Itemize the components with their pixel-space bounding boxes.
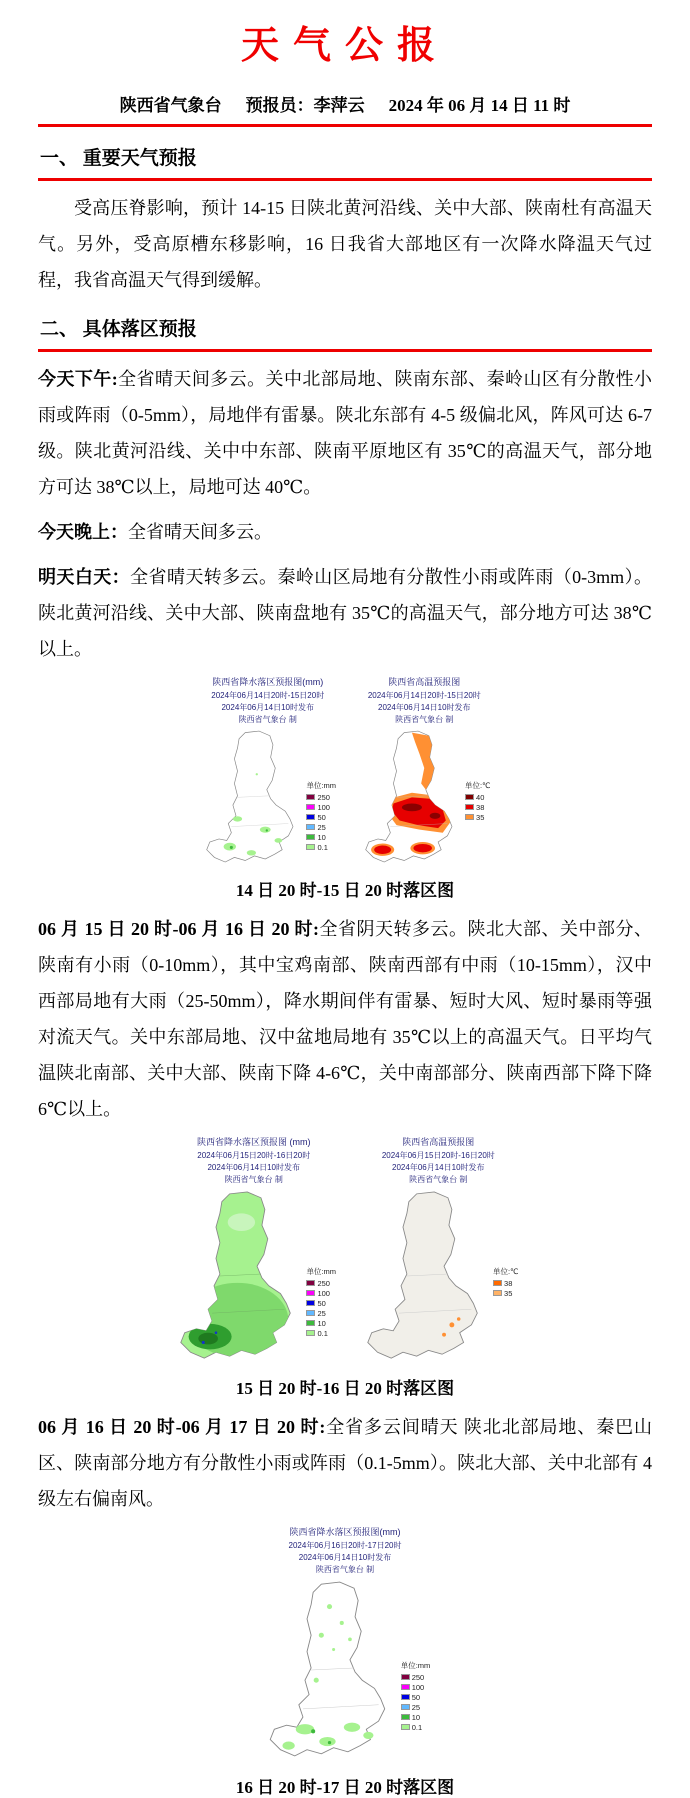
- d16-17-text: 全省多云间晴天 陕北北部局地、秦巴山区、陕南部分地方有分散性小雨或阵雨（0.1-5mm）。陕北大部、关中北部有 4 级左右偏南风。: [38, 1417, 652, 1510]
- legend-label: 35: [476, 812, 485, 822]
- legend-entry: [306, 1299, 336, 1308]
- temp-legend: [493, 1266, 519, 1298]
- map-title-line: 陕西省气象台 制: [238, 714, 297, 724]
- map-title-line: 2024年06月14日10时发布: [207, 1162, 300, 1172]
- legend-swatch: [306, 804, 315, 810]
- legend-entry: [401, 1673, 431, 1682]
- map-body: [358, 1188, 519, 1369]
- map-title-line: 陕西省气象台 制: [315, 1564, 375, 1574]
- map-title-line: 陕西省气象台 制: [395, 714, 454, 724]
- temp-map-figure-15-16: [358, 1136, 519, 1368]
- precip-map-figure-14-15: [199, 676, 336, 870]
- legend-label: 0.1: [411, 1722, 423, 1732]
- precip-legend: [306, 1266, 336, 1338]
- legend-entry: [493, 1289, 519, 1298]
- page-title: 天气公报: [240, 25, 449, 67]
- legend-entry: [306, 1309, 336, 1318]
- legend-title: 单位:mm: [400, 1660, 431, 1670]
- overview-text: 受高压脊影响，预计 14-15 日陕北黄河沿线、关中大部、陕南杜有高温天气。另外，受高原槽东移影响，16 日我省大部地区有一次降水降温天气过程，我省高温天气得到缓解。: [38, 198, 652, 290]
- temp-map-figure-14-15: [358, 676, 491, 870]
- meta-office: 陕西省气象台: [119, 96, 222, 115]
- legend-entry: [465, 813, 491, 822]
- legend-swatch: [401, 1704, 410, 1710]
- legend-swatch: [401, 1724, 410, 1730]
- legend-label: 38: [504, 1278, 513, 1288]
- legend-entry: [493, 1279, 519, 1288]
- today-pm-text: 全省晴天间多云。关中北部局地、陕南东部、秦岭山区有分散性小雨或阵雨（0-5mm），局地伴有雷暴。陕北东部有 4-5 级偏北风，阵风可达 6-7 级。陕北黄河沿线、关中中东部、陕南平原地区有 35℃的高温天气，部分地方可达 38℃以上，局地可达 40℃。: [38, 369, 653, 497]
- legend-label: 250: [317, 1278, 330, 1288]
- meta-line: [38, 85, 652, 127]
- legend-title: 单位:mm: [306, 1266, 337, 1276]
- legend-entry: [306, 793, 336, 802]
- map-title-line: 2024年06月14日10时发布: [378, 702, 471, 712]
- map-title-line: 陕西省高温预报图: [402, 1137, 475, 1148]
- legend-label: 100: [411, 1682, 425, 1692]
- paragraph-15-16: [38, 911, 652, 1127]
- paragraph-tonight: [38, 514, 652, 550]
- legend-swatch: [306, 1300, 315, 1306]
- map-title-line: 陕西省降水落区预报图(mm): [212, 677, 324, 687]
- legend-label: 10: [411, 1712, 421, 1722]
- paragraph-tomorrow: [38, 559, 652, 667]
- legend-entry: [306, 823, 336, 832]
- maps-row-3: [38, 1526, 652, 1767]
- legend-title: 单位:℃: [465, 780, 491, 790]
- section-heading-detail: 二、 具体落区预报: [38, 310, 652, 352]
- tomorrow-lead: 明天白天：: [38, 567, 131, 587]
- d15-16-text: 全省阴天转多云。陕北大部、关中部分、陕南有小雨（0-10mm），其中宝鸡南部、陕南西部有中雨（10-15mm），汉中西部局地有大雨（25-50mm），降水期间伴有雷暴、短时大风、短时暴雨等强对流天气。关中东部局地、汉中盆地局地有 35℃以上的高温天气。日平均气温陕北南部、关中大部、陕南下降 4-6℃，关中南部部分、陕南西部下降下降 6℃以上。: [38, 919, 652, 1120]
- precip-legend: [401, 1660, 431, 1732]
- legend-label: 25: [411, 1702, 421, 1712]
- legend-label: 50: [411, 1692, 421, 1702]
- map-titles: [171, 1136, 336, 1186]
- shaanxi-temp-map-15-16: [358, 1188, 490, 1369]
- shaanxi-precip-map-15-16: [171, 1188, 303, 1369]
- legend-swatch: [306, 834, 315, 840]
- legend-entry: [306, 813, 336, 822]
- paragraph-16-17: [38, 1409, 652, 1517]
- precip-map-figure-15-16: [171, 1136, 336, 1368]
- legend-swatch: [493, 1290, 502, 1296]
- legend-entry: [465, 803, 491, 812]
- maps-row-2: [38, 1136, 652, 1368]
- legend-entry: [306, 1279, 336, 1288]
- map-caption-15-16: 15 日 20 时-16 日 20 时落区图: [235, 1379, 455, 1399]
- legend-swatch: [401, 1674, 410, 1680]
- map-title-line: 2024年06月14日10时发布: [221, 702, 314, 712]
- map-titles: [260, 1526, 431, 1576]
- map-body: [199, 728, 336, 871]
- legend-title: 单位:mm: [306, 780, 337, 790]
- legend-entry: [401, 1703, 431, 1712]
- legend-swatch: [306, 824, 315, 830]
- legend-swatch: [306, 844, 315, 850]
- legend-swatch: [401, 1694, 410, 1700]
- d16-17-lead: 06 月 16 日 20 时-06 月 17 日 20 时:: [38, 1417, 326, 1438]
- map-title-line: 陕西省气象台 制: [409, 1174, 468, 1184]
- legend-label: 0.1: [317, 842, 328, 852]
- legend-label: 25: [317, 1308, 326, 1318]
- meta-datetime: 2024 年 06 月 14 日 11 时: [388, 96, 571, 115]
- legend-entry: [306, 1319, 336, 1328]
- legend-label: 100: [317, 1288, 330, 1298]
- legend-label: 38: [476, 802, 485, 812]
- map-title-line: 2024年06月14日10时发布: [392, 1162, 485, 1172]
- map-title-line: 2024年06月14日10时发布: [298, 1552, 392, 1562]
- legend-label: 100: [317, 802, 330, 812]
- legend-swatch: [465, 804, 474, 810]
- legend-label: 40: [476, 792, 485, 802]
- legend-entry: [306, 1329, 336, 1338]
- map-caption-16-17: 16 日 20 时-17 日 20 时落区图: [235, 1778, 455, 1797]
- tomorrow-text: 全省晴天转多云。秦岭山区局地有分散性小雨或阵雨（0-3mm）。陕北黄河沿线、关中大部、陕南盘地有 35℃的高温天气，部分地方可达 38℃以上。: [38, 567, 653, 659]
- map-title-line: 陕西省降水落区预报图(mm): [289, 1527, 401, 1538]
- map-caption-14-15: 14 日 20 时-15 日 20 时落区图: [235, 881, 455, 901]
- legend-entry: [306, 1289, 336, 1298]
- section-heading-important: 一、 重要天气预报: [38, 139, 652, 181]
- tonight-lead: 今天晚上：: [38, 522, 128, 542]
- legend-entry: [306, 803, 336, 812]
- legend-label: 50: [317, 1298, 326, 1308]
- legend-label: 250: [411, 1672, 425, 1682]
- shaanxi-temp-map-14-15: [358, 728, 462, 871]
- overview-paragraph: [38, 190, 652, 298]
- map-body: [171, 1188, 336, 1369]
- legend-label: 10: [317, 1318, 326, 1328]
- legend-entry: [306, 833, 336, 842]
- legend-swatch: [401, 1684, 410, 1690]
- map-titles: [358, 676, 491, 726]
- map-title-line: 陕西省气象台 制: [224, 1174, 283, 1184]
- legend-entry: [465, 793, 491, 802]
- legend-swatch: [306, 1320, 315, 1326]
- map-title-line: 陕西省高温预报图: [388, 677, 461, 687]
- legend-swatch: [465, 794, 474, 800]
- paragraph-today-pm: [38, 361, 652, 505]
- legend-swatch: [465, 814, 474, 820]
- legend-label: 35: [504, 1288, 513, 1298]
- legend-label: 10: [317, 832, 326, 842]
- d15-16-lead: 06 月 15 日 20 时-06 月 16 日 20 时:: [38, 919, 319, 940]
- precip-legend: [306, 780, 336, 852]
- legend-label: 250: [317, 792, 330, 802]
- legend-swatch: [493, 1280, 502, 1286]
- legend-swatch: [306, 1330, 315, 1336]
- legend-label: 0.1: [317, 1328, 328, 1338]
- legend-entry: [401, 1693, 431, 1702]
- legend-swatch: [306, 1290, 315, 1296]
- legend-title: 单位:℃: [493, 1266, 519, 1276]
- legend-entry: [401, 1723, 431, 1732]
- map-titles: [358, 1136, 519, 1186]
- legend-label: 50: [317, 812, 326, 822]
- map-title-line: 2024年06月15日20时-16日20时: [381, 1150, 495, 1160]
- shaanxi-precip-map-16-17: [260, 1578, 398, 1767]
- legend-entry: [401, 1683, 431, 1692]
- shaanxi-precip-map-14-15: [199, 728, 303, 871]
- legend-swatch: [306, 814, 315, 820]
- map-title-line: 2024年06月16日20时-17日20时: [288, 1540, 402, 1550]
- legend-entry: [306, 843, 336, 852]
- map-body: [358, 728, 491, 871]
- map-body: [260, 1578, 431, 1767]
- map-titles: [199, 676, 336, 726]
- map-title-line: 陕西省降水落区预报图 (mm): [196, 1137, 311, 1148]
- meta-forecaster: 预报员：李萍云: [245, 96, 365, 115]
- map-title-line: 2024年06月15日20时-16日20时: [197, 1150, 311, 1160]
- legend-label: 25: [317, 822, 326, 832]
- legend-swatch: [401, 1714, 410, 1720]
- map-title-line: 2024年06月14日20时-15日20时: [211, 690, 325, 700]
- legend-entry: [401, 1713, 431, 1722]
- today-pm-lead: 今天下午:: [38, 369, 118, 389]
- map-title-line: 2024年06月14日20时-15日20时: [367, 690, 481, 700]
- legend-swatch: [306, 794, 315, 800]
- maps-row-1: [38, 676, 652, 870]
- legend-swatch: [306, 1310, 315, 1316]
- temp-legend: [465, 780, 491, 822]
- tonight-text: 全省晴天间多云。: [128, 522, 272, 542]
- legend-swatch: [306, 1280, 315, 1286]
- precip-map-figure-16-17: [260, 1526, 431, 1767]
